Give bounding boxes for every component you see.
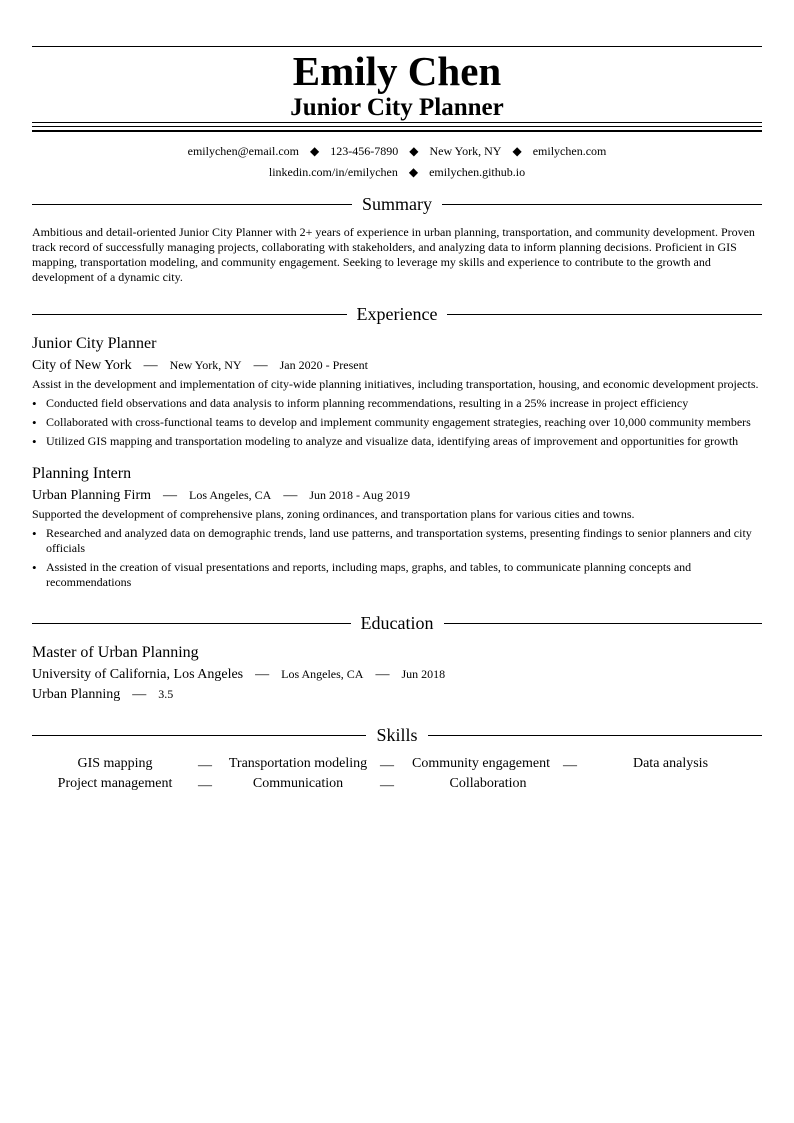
website-link[interactable]: emilychen.com [532, 144, 607, 158]
gpa-value: 3.5 [158, 687, 174, 701]
school-location: Los Angeles, CA [281, 667, 364, 681]
dash-separator: — [375, 667, 390, 682]
section-rule [32, 314, 347, 315]
contact-line-1 [32, 143, 762, 159]
degree-title: Master of Urban Planning [32, 644, 199, 661]
job-org-line [32, 356, 368, 375]
skills-row [32, 774, 762, 794]
job-org-line [32, 486, 410, 505]
job-dates: Jan 2020 - Present [279, 358, 368, 372]
section-rule [447, 314, 762, 315]
school-line [32, 665, 445, 684]
job-description: Assist in the development and implementation of city-wide planning initiatives, including transportation, housing, and economic development projects. [32, 377, 759, 391]
section-rule [32, 204, 352, 205]
header-top-rule [32, 46, 762, 47]
job-title: Planning Intern [32, 465, 132, 482]
dash-separator: — [132, 687, 147, 702]
section-rule [444, 623, 763, 624]
experience-heading-label: Experience [356, 304, 438, 324]
dash-separator: — [198, 778, 212, 793]
dash-separator: — [163, 488, 177, 503]
job-org: City of New York [32, 358, 132, 373]
candidate-title: Junior City Planner [290, 94, 504, 121]
experience-heading [32, 303, 762, 325]
diamond-icon: ◆ [409, 144, 419, 158]
job-dates: Jun 2018 - Aug 2019 [309, 488, 411, 502]
job-bullet [32, 396, 762, 411]
contact-line-2 [32, 164, 762, 180]
bullet-text: Utilized GIS mapping and transportation modeling to analyze and visualize data, identifying areas of improvement and opportunities for growth [46, 434, 739, 448]
dash-separator: — [380, 758, 394, 773]
school-name: University of California, Los Angeles [32, 667, 244, 682]
dash-separator: — [380, 778, 394, 793]
bullet-text: Collaborated with cross-functional teams to develop and implement community engagement strategies, reaching over 10,000 community members [46, 415, 751, 429]
section-rule [32, 735, 366, 736]
skill-item: Community engagement [411, 756, 551, 771]
location-text: New York, NY [429, 144, 502, 158]
bullet-icon: • [32, 415, 37, 430]
bullet-icon: • [32, 396, 37, 411]
job-bullet [32, 434, 762, 449]
diamond-icon: ◆ [310, 144, 320, 158]
skill-item: GIS mapping [77, 756, 153, 771]
job-bullet [32, 560, 762, 590]
skill-item: Transportation modeling [228, 756, 368, 771]
skills-heading [32, 724, 762, 746]
bullet-text: Conducted field observations and data analysis to inform planning recommendations, resulting in a 25% increase in project efficiency [46, 396, 689, 410]
field-of-study: Urban Planning [32, 687, 121, 702]
bullet-icon: • [32, 434, 37, 449]
section-rule [428, 735, 762, 736]
job-description: Supported the development of comprehensive plans, zoning ordinances, and transportation plans for various cities and towns. [32, 507, 635, 521]
dash-separator: — [253, 358, 268, 373]
header-rule [32, 122, 762, 123]
skills-row [32, 754, 762, 774]
dash-separator: — [198, 758, 212, 773]
graduation-date: Jun 2018 [401, 667, 446, 681]
dash-separator: — [255, 667, 270, 682]
diamond-icon: ◆ [512, 144, 522, 158]
phone-text: 123-456-7890 [330, 144, 399, 158]
github-link[interactable]: emilychen.github.io [429, 165, 526, 179]
skill-item: Project management [57, 776, 173, 791]
job-org: Urban Planning Firm [32, 488, 151, 503]
skill-item: Communication [252, 776, 344, 791]
candidate-name: Emily Chen [292, 48, 502, 94]
summary-text: Ambitious and detail-oriented Junior City Planner with 2+ years of experience in urban planning, transportation, and community development. Proven track record of successfully managing projects, collaborating with stakeholders, and analyzing data to inform planning decisions. Proficient in GIS mapping, transportation modeling, and community engagement. Seeking to leverage my skills and experience to contribute to the growth and development of a dynamic city. [32, 225, 755, 284]
job-bullet [32, 526, 762, 556]
dash-separator: — [283, 488, 298, 503]
dash-separator: — [563, 758, 577, 773]
education-heading-label: Education [360, 613, 434, 633]
skills-heading-label: Skills [376, 725, 418, 745]
bullet-icon: • [32, 560, 37, 575]
header-rule [32, 130, 762, 132]
bullet-text: Researched and analyzed data on demographic trends, land use patterns, and transportation systems, presenting findings to senior planners and city officials [46, 526, 752, 555]
job-title: Junior City Planner [32, 335, 157, 352]
email-link[interactable]: emilychen@email.com [187, 144, 299, 158]
section-rule [32, 623, 351, 624]
summary-heading-label: Summary [362, 194, 432, 214]
summary-heading [32, 193, 762, 215]
bullet-text: Assisted in the creation of visual presentations and reports, including maps, graphs, and tables, to communicate planning concepts and recommendations [46, 560, 692, 589]
education-heading [32, 612, 762, 634]
job-bullet [32, 415, 762, 430]
bullet-icon: • [32, 526, 37, 541]
linkedin-link[interactable]: linkedin.com/in/emilychen [268, 165, 398, 179]
section-rule [442, 204, 762, 205]
job-location: Los Angeles, CA [189, 488, 272, 502]
diamond-icon: ◆ [408, 165, 419, 179]
field-line [32, 685, 173, 704]
dash-separator: — [143, 358, 158, 373]
skill-item: Collaboration [449, 776, 527, 791]
skill-item: Data analysis [632, 756, 709, 771]
header-rule [32, 126, 762, 127]
job-location: New York, NY [169, 358, 242, 372]
